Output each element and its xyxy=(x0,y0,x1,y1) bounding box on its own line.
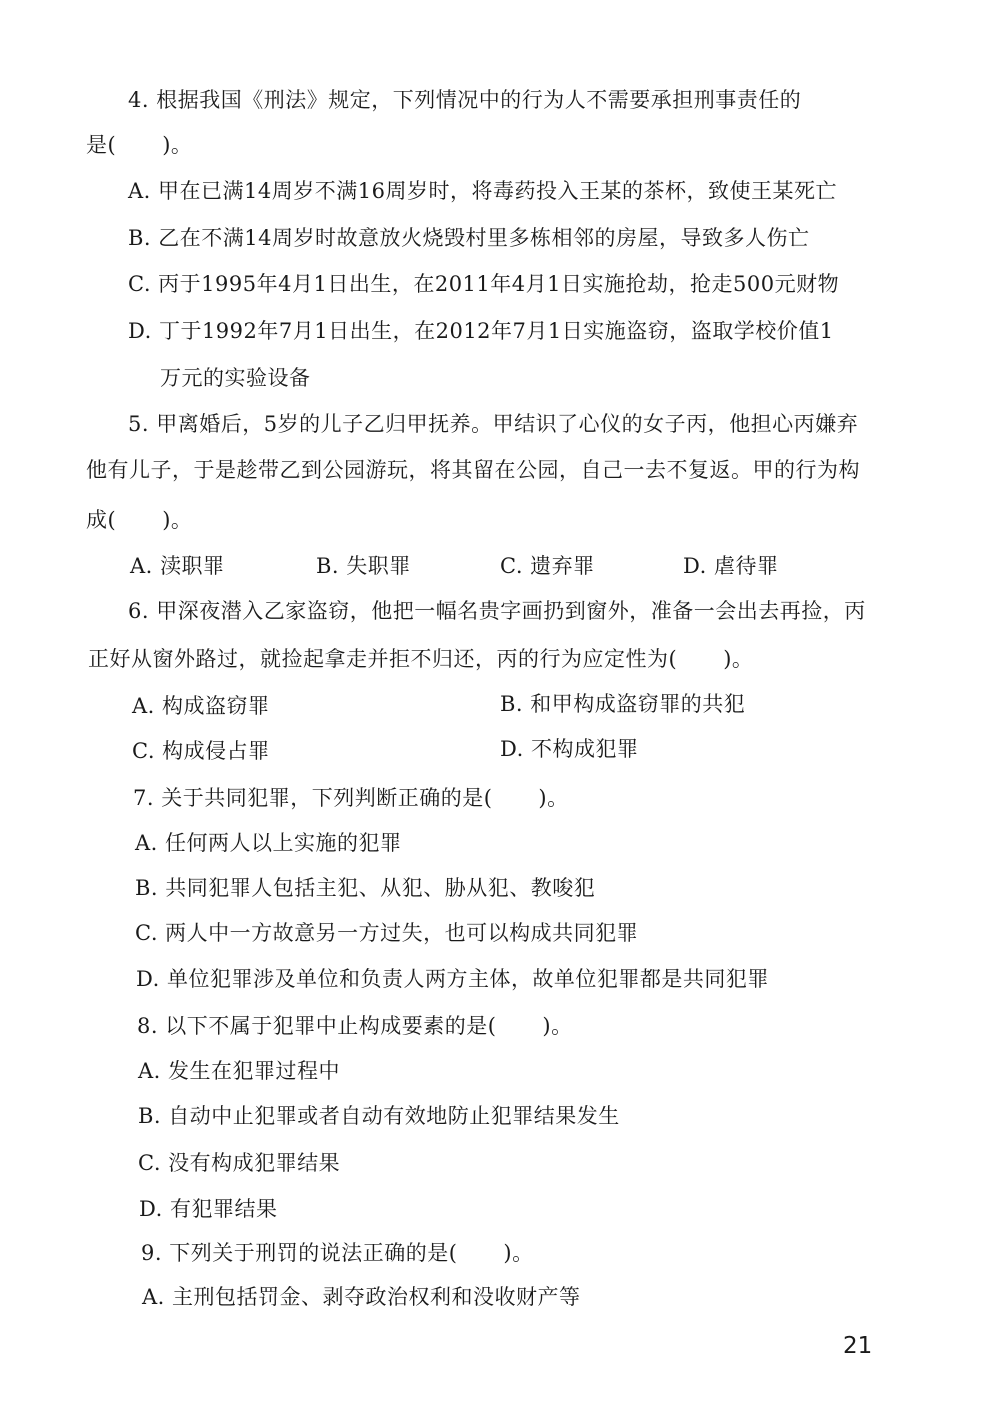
question-4-stem-line1: 4. 根据我国《刑法》规定，下列情况中的行为人不需要承担刑事责任的 xyxy=(128,88,802,112)
question-8-option-b: B. 自动中止犯罪或者自动有效地防止犯罪结果发生 xyxy=(138,1104,620,1128)
question-6-option-c: C. 构成侵占罪 xyxy=(132,739,270,763)
question-4-option-d-line1: D. 丁于1992年7月1日出生，在2012年7月1日实施盗窃，盗取学校价值1 xyxy=(128,319,834,343)
question-5-stem-line3: 成( )。 xyxy=(86,508,193,532)
question-6-option-b: B. 和甲构成盗窃罪的共犯 xyxy=(500,692,746,716)
question-6-option-a: A. 构成盗窃罪 xyxy=(132,694,270,718)
question-8-option-a: A. 发生在犯罪过程中 xyxy=(138,1059,341,1083)
page-number: 21 xyxy=(843,1333,873,1359)
question-8-stem: 8. 以下不属于犯罪中止构成要素的是( )。 xyxy=(137,1014,573,1038)
question-7-option-c: C. 两人中一方故意另一方过失，也可以构成共同犯罪 xyxy=(135,921,639,945)
question-7-stem: 7. 关于共同犯罪，下列判断正确的是( )。 xyxy=(133,786,569,810)
question-6-stem-line2: 正好从窗外路过，就捡起拿走并拒不归还，丙的行为应定性为( )。 xyxy=(88,647,754,671)
question-4-option-b: B. 乙在不满14周岁时故意放火烧毁村里多栋相邻的房屋，导致多人伤亡 xyxy=(128,226,810,250)
question-5-option-b: B. 失职罪 xyxy=(316,554,411,578)
question-9-stem: 9. 下列关于刑罚的说法正确的是( )。 xyxy=(141,1241,534,1265)
question-7-option-d: D. 单位犯罪涉及单位和负责人两方主体，故单位犯罪都是共同犯罪 xyxy=(136,967,769,991)
question-4-stem-line2: 是( )。 xyxy=(86,133,193,157)
question-5-stem-line1: 5. 甲离婚后，5岁的儿子乙归甲抚养。甲结识了心仪的女子丙，他担心丙嫌弃 xyxy=(128,412,859,436)
question-5-option-c: C. 遗弃罪 xyxy=(500,554,595,578)
question-4-option-a: A. 甲在已满14周岁不满16周岁时，将毒药投入王某的茶杯，致使王某死亡 xyxy=(128,179,837,203)
question-5-option-d: D. 虐待罪 xyxy=(683,554,779,578)
question-9-option-a: A. 主刑包括罚金、剥夺政治权利和没收财产等 xyxy=(142,1285,581,1309)
question-7-option-a: A. 任何两人以上实施的犯罪 xyxy=(135,831,402,855)
question-8-option-d: D. 有犯罪结果 xyxy=(139,1197,278,1221)
question-7-option-b: B. 共同犯罪人包括主犯、从犯、胁从犯、教唆犯 xyxy=(135,876,596,900)
question-4-option-d-line2: 万元的实验设备 xyxy=(160,366,311,390)
question-8-option-c: C. 没有构成犯罪结果 xyxy=(138,1151,341,1175)
question-6-stem-line1: 6. 甲深夜潜入乙家盗窃，他把一幅名贵字画扔到窗外，准备一会出去再捡，丙 xyxy=(128,599,866,623)
question-5-stem-line2: 他有儿子，于是趁带乙到公园游玩，将其留在公园，自己一去不复返。甲的行为构 xyxy=(86,458,860,482)
question-5-option-a: A. 渎职罪 xyxy=(130,554,225,578)
question-6-option-d: D. 不构成犯罪 xyxy=(500,737,639,761)
question-4-option-c: C. 丙于1995年4月1日出生，在2011年4月1日实施抢劫，抢走500元财物 xyxy=(128,272,840,296)
